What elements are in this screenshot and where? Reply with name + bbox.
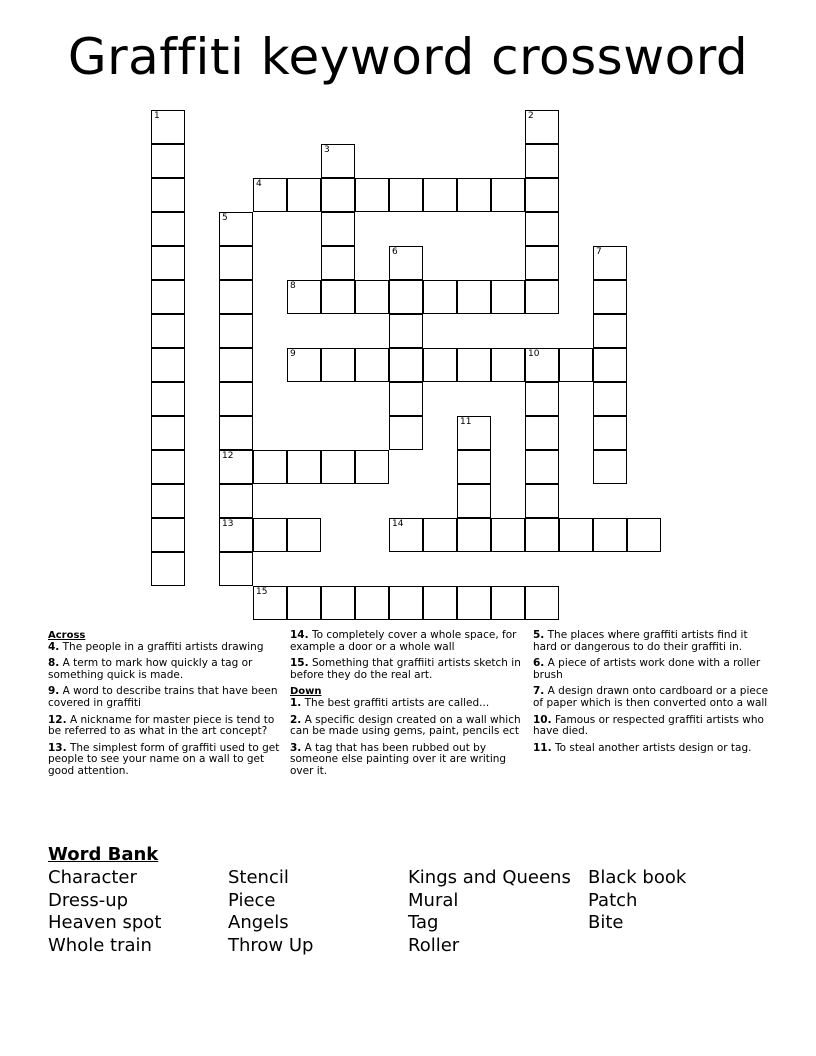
- grid-cell[interactable]: [593, 280, 627, 314]
- grid-cell[interactable]: [151, 110, 185, 144]
- grid-cell[interactable]: [321, 212, 355, 246]
- clue-down-1: 1. The best graffiti artists are called...: [290, 696, 490, 709]
- grid-cell[interactable]: [389, 586, 423, 620]
- grid-cell[interactable]: [593, 314, 627, 348]
- grid-cell[interactable]: [253, 586, 287, 620]
- word-bank: [48, 844, 788, 957]
- grid-cell[interactable]: [525, 246, 559, 280]
- word-bank-item: Character: [48, 867, 137, 888]
- across-header: Across: [48, 630, 86, 641]
- grid-cell[interactable]: [287, 178, 321, 212]
- clue-across-15: 15. Something that graffiiti artists sketch in before they do the real art.: [290, 657, 521, 681]
- grid-cell[interactable]: [627, 518, 661, 552]
- cell-number: 3: [324, 145, 330, 155]
- clue-column-2: [290, 630, 524, 783]
- word-bank-item: Patch: [588, 889, 638, 911]
- cell-number: 11: [460, 417, 472, 427]
- grid-cell[interactable]: [525, 382, 559, 416]
- grid-cell[interactable]: [151, 246, 185, 280]
- grid-cell[interactable]: [355, 348, 389, 382]
- grid-cell[interactable]: [457, 450, 491, 484]
- grid-cell[interactable]: [389, 416, 423, 450]
- grid-cell[interactable]: [593, 246, 627, 280]
- grid-cell[interactable]: [321, 348, 355, 382]
- grid-cell[interactable]: [593, 518, 627, 552]
- grid-cell[interactable]: [219, 246, 253, 280]
- grid-cell[interactable]: [355, 280, 389, 314]
- grid-cell[interactable]: [525, 280, 559, 314]
- grid-cell[interactable]: [423, 518, 457, 552]
- grid-cell[interactable]: [593, 382, 627, 416]
- grid-cell[interactable]: [151, 348, 185, 382]
- word-bank-item: Whole train: [48, 934, 152, 956]
- word-bank-item: Mural: [408, 889, 459, 911]
- word-bank-list: [48, 867, 788, 957]
- word-bank-item: Piece: [228, 889, 276, 911]
- word-bank-item: Bite: [588, 912, 624, 933]
- clue-down-2: 2. A specific design created on a wall which can be made using gems, paint, pencils ect: [290, 713, 521, 738]
- clue-down-5: 5. The places where graffiti artists find it hard or dangerous to do their graffiti in.: [533, 629, 748, 653]
- grid-cell[interactable]: [593, 416, 627, 450]
- grid-cell[interactable]: [219, 382, 253, 416]
- grid-cell[interactable]: [253, 178, 287, 212]
- grid-cell[interactable]: [151, 314, 185, 348]
- grid-cell[interactable]: [321, 246, 355, 280]
- grid-cell[interactable]: [321, 586, 355, 620]
- grid-cell[interactable]: [593, 450, 627, 484]
- grid-cell[interactable]: [355, 178, 389, 212]
- clue-across-8: 8. A term to mark how quickly a tag or something quick is made.: [48, 657, 253, 681]
- cell-number: 14: [392, 519, 404, 529]
- cell-number: 10: [528, 349, 540, 359]
- down-header: Down: [290, 686, 322, 698]
- grid-cell[interactable]: [457, 348, 491, 382]
- cell-number: 13: [222, 519, 234, 529]
- cell-number: 6: [392, 247, 398, 257]
- grid-cell[interactable]: [423, 348, 457, 382]
- grid-cell[interactable]: [151, 212, 185, 246]
- grid-cell[interactable]: [151, 382, 185, 416]
- grid-cell[interactable]: [321, 178, 355, 212]
- grid-cell[interactable]: [525, 586, 559, 620]
- clue-down-11: 11. To steal another artists design or tag.: [533, 741, 752, 754]
- grid-cell[interactable]: [219, 348, 253, 382]
- grid-cell[interactable]: [559, 518, 593, 552]
- grid-cell[interactable]: [219, 552, 253, 586]
- grid-cell[interactable]: [151, 144, 185, 178]
- grid-cell[interactable]: [423, 586, 457, 620]
- clue-down-7: 7. A design drawn onto cardboard or a piece of paper which is then converted onto a wall: [533, 685, 769, 709]
- grid-cell[interactable]: [389, 314, 423, 348]
- clue-column-1: [48, 630, 280, 783]
- word-bank-item: Roller: [408, 934, 460, 956]
- grid-cell[interactable]: [389, 246, 423, 280]
- cell-number: 4: [256, 179, 262, 189]
- grid-cell[interactable]: [389, 518, 423, 552]
- grid-cell[interactable]: [287, 518, 321, 552]
- grid-cell[interactable]: [491, 586, 525, 620]
- cell-number: 15: [256, 587, 268, 597]
- grid-cell[interactable]: [253, 450, 287, 484]
- grid-cell[interactable]: [491, 280, 525, 314]
- grid-cell[interactable]: [525, 110, 559, 144]
- grid-cell[interactable]: [457, 416, 491, 450]
- grid-cell[interactable]: [219, 280, 253, 314]
- cell-number: 9: [290, 349, 296, 359]
- word-bank-item: Black book: [588, 867, 687, 888]
- clue-across-13: 13. The simplest form of graffiti used to get people to see your name on a wall to get good attention.: [48, 741, 280, 777]
- grid-cell[interactable]: [219, 518, 253, 552]
- grid-cell[interactable]: [457, 518, 491, 552]
- cell-number: 5: [222, 213, 228, 223]
- clue-across-9: 9. A word to describe trains that have been covered in graffiti: [48, 685, 278, 709]
- clue-down-6: 6. A piece of artists work done with a roller brush: [533, 657, 761, 681]
- grid-cell[interactable]: [287, 586, 321, 620]
- grid-cell[interactable]: [253, 518, 287, 552]
- grid-cell[interactable]: [151, 518, 185, 552]
- grid-cell[interactable]: [525, 178, 559, 212]
- grid-cell[interactable]: [525, 518, 559, 552]
- grid-cell[interactable]: [389, 348, 423, 382]
- grid-cell[interactable]: [355, 450, 389, 484]
- clue-down-3: 3. A tag that has been rubbed out by someone else painting over it are writing over it.: [290, 741, 507, 777]
- grid-cell[interactable]: [525, 450, 559, 484]
- grid-cell[interactable]: [151, 450, 185, 484]
- grid-cell[interactable]: [321, 450, 355, 484]
- grid-cell[interactable]: [389, 178, 423, 212]
- grid-cell[interactable]: [593, 348, 627, 382]
- clue-across-12: 12. A nickname for master piece is tend to be referred to as what in the art concept?: [48, 713, 275, 738]
- grid-cell[interactable]: [525, 484, 559, 518]
- clue-across-4: 4. The people in a graffiti artists drawing: [48, 640, 264, 653]
- grid-cell[interactable]: [389, 280, 423, 314]
- grid-cell[interactable]: [525, 416, 559, 450]
- grid-cell[interactable]: [219, 314, 253, 348]
- grid-cell[interactable]: [219, 212, 253, 246]
- page-title: Graffiti keyword crossword: [67, 28, 749, 86]
- grid-cell[interactable]: [457, 178, 491, 212]
- grid-cell[interactable]: [491, 178, 525, 212]
- grid-cell[interactable]: [151, 484, 185, 518]
- word-bank-item: Throw Up: [228, 934, 314, 956]
- grid-cell[interactable]: [151, 178, 185, 212]
- clue-across-14: 14. To completely cover a whole space, for example a door or a whole wall: [290, 629, 517, 653]
- grid-cell[interactable]: [219, 450, 253, 484]
- cell-number: 1: [154, 111, 160, 121]
- grid-cell[interactable]: [423, 178, 457, 212]
- grid-cell[interactable]: [219, 416, 253, 450]
- cell-number: 7: [596, 247, 602, 257]
- word-bank-title: Word Bank: [48, 844, 159, 865]
- word-bank-item: Angels: [228, 912, 289, 933]
- grid-cell[interactable]: [321, 280, 355, 314]
- grid-cell[interactable]: [457, 280, 491, 314]
- grid-cell[interactable]: [219, 484, 253, 518]
- word-bank-item: Stencil: [228, 867, 289, 888]
- grid-cell[interactable]: [355, 586, 389, 620]
- grid-cell[interactable]: [525, 348, 559, 382]
- word-bank-item: Tag: [408, 912, 439, 933]
- grid-cell[interactable]: [491, 348, 525, 382]
- word-bank-item: Heaven spot: [48, 912, 162, 933]
- grid-cell[interactable]: [287, 280, 321, 314]
- grid-cell[interactable]: [287, 348, 321, 382]
- grid-cell[interactable]: [151, 552, 185, 586]
- grid-cell[interactable]: [525, 212, 559, 246]
- word-bank-item: Dress-up: [48, 889, 129, 911]
- grid-cell[interactable]: [525, 144, 559, 178]
- grid-cell[interactable]: [389, 382, 423, 416]
- grid-cell[interactable]: [491, 518, 525, 552]
- word-bank-item: Kings and Queens: [408, 867, 571, 888]
- grid-cell[interactable]: [151, 280, 185, 314]
- cell-number: 12: [222, 451, 234, 461]
- grid-cell[interactable]: [151, 416, 185, 450]
- grid-cell[interactable]: [457, 586, 491, 620]
- grid-cell[interactable]: [457, 484, 491, 518]
- grid-cell[interactable]: [423, 280, 457, 314]
- grid-cell[interactable]: [321, 144, 355, 178]
- grid-cell[interactable]: [287, 450, 321, 484]
- clue-down-10: 10. Famous or respected graffiti artists who have died.: [533, 713, 764, 738]
- cell-number: 8: [290, 281, 296, 291]
- grid-cell[interactable]: [559, 348, 593, 382]
- cell-number: 2: [528, 111, 534, 121]
- clue-column-3: [533, 630, 769, 759]
